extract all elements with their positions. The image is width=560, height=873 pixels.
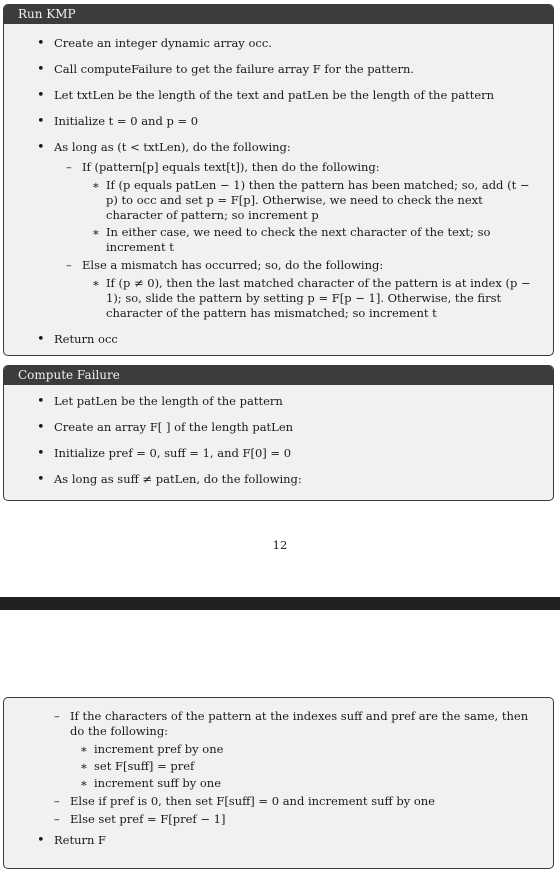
list-item [4, 140, 553, 321]
list-item: • Create an integer dynamic array occ. [4, 36, 553, 51]
list-item: ∗ If (p equals patLen − 1) then the pattern has been matched; so, add (t − p) to occ and set p = F[p]. Otherwise, we need to check the next character of pattern; so increment p [82, 178, 539, 223]
mismatch-case-text: Else a mismatch has occurred; so, do the following: [82, 258, 384, 272]
list-item: • Return F [4, 833, 553, 848]
continuation-cases [4, 709, 553, 827]
compute-failure-steps [4, 394, 553, 487]
mismatch-subitems [82, 276, 539, 321]
list-item: ∗ If (p ≠ 0), then the last matched character of the pattern is at index (p − 1); so, slide the pattern by setting p = F[p − 1]. Otherwise, the first character of the pattern has mismatched; so increment t [82, 276, 539, 321]
list-item: ∗ In either case, we need to check the next character of the text; so increment t [82, 225, 539, 255]
same-chars-subitems [70, 742, 539, 791]
run-kmp-block [3, 4, 554, 356]
list-item: • Return occ [4, 332, 553, 347]
list-item: • Let patLen be the length of the pattern [4, 394, 553, 409]
page-divider [0, 597, 560, 610]
match-subitems [82, 178, 539, 255]
loop-heading: As long as (t < txtLen), do the following: [54, 140, 291, 154]
match-case-text: If (pattern[p] equals text[t]), then do the following: [82, 160, 380, 174]
compute-failure-block [3, 365, 554, 501]
list-item: • Initialize pref = 0, suff = 1, and F[0] = 0 [4, 446, 553, 461]
same-chars-case: If the characters of the pattern at the indexes suff and pref are the same, then do the following: [70, 709, 529, 738]
list-item: ∗ increment pref by one [70, 742, 539, 757]
run-kmp-title: Run KMP [4, 5, 553, 24]
list-item: • Initialize t = 0 and p = 0 [4, 114, 553, 129]
list-item: – Else if pref is 0, then set F[suff] = 0 and increment suff by one [42, 794, 539, 809]
list-item: – Else set pref = F[pref − 1] [42, 812, 539, 827]
list-item [54, 160, 539, 255]
compute-failure-continuation [3, 697, 554, 869]
loop-cases [54, 160, 539, 321]
page-number: 12 [272, 538, 288, 552]
list-item [54, 258, 539, 321]
compute-failure-title: Compute Failure [4, 366, 553, 385]
list-item: ∗ increment suff by one [70, 776, 539, 791]
list-item: ∗ set F[suff] = pref [70, 759, 539, 774]
list-item: • Create an array F[ ] of the length patLen [4, 420, 553, 435]
list-item: • As long as suff ≠ patLen, do the following: [4, 472, 553, 487]
run-kmp-steps [4, 36, 553, 347]
list-item [42, 709, 539, 791]
continuation-return [4, 833, 553, 848]
list-item: • Let txtLen be the length of the text and patLen be the length of the pattern [4, 88, 553, 103]
list-item: • Call computeFailure to get the failure array F for the pattern. [4, 62, 553, 77]
